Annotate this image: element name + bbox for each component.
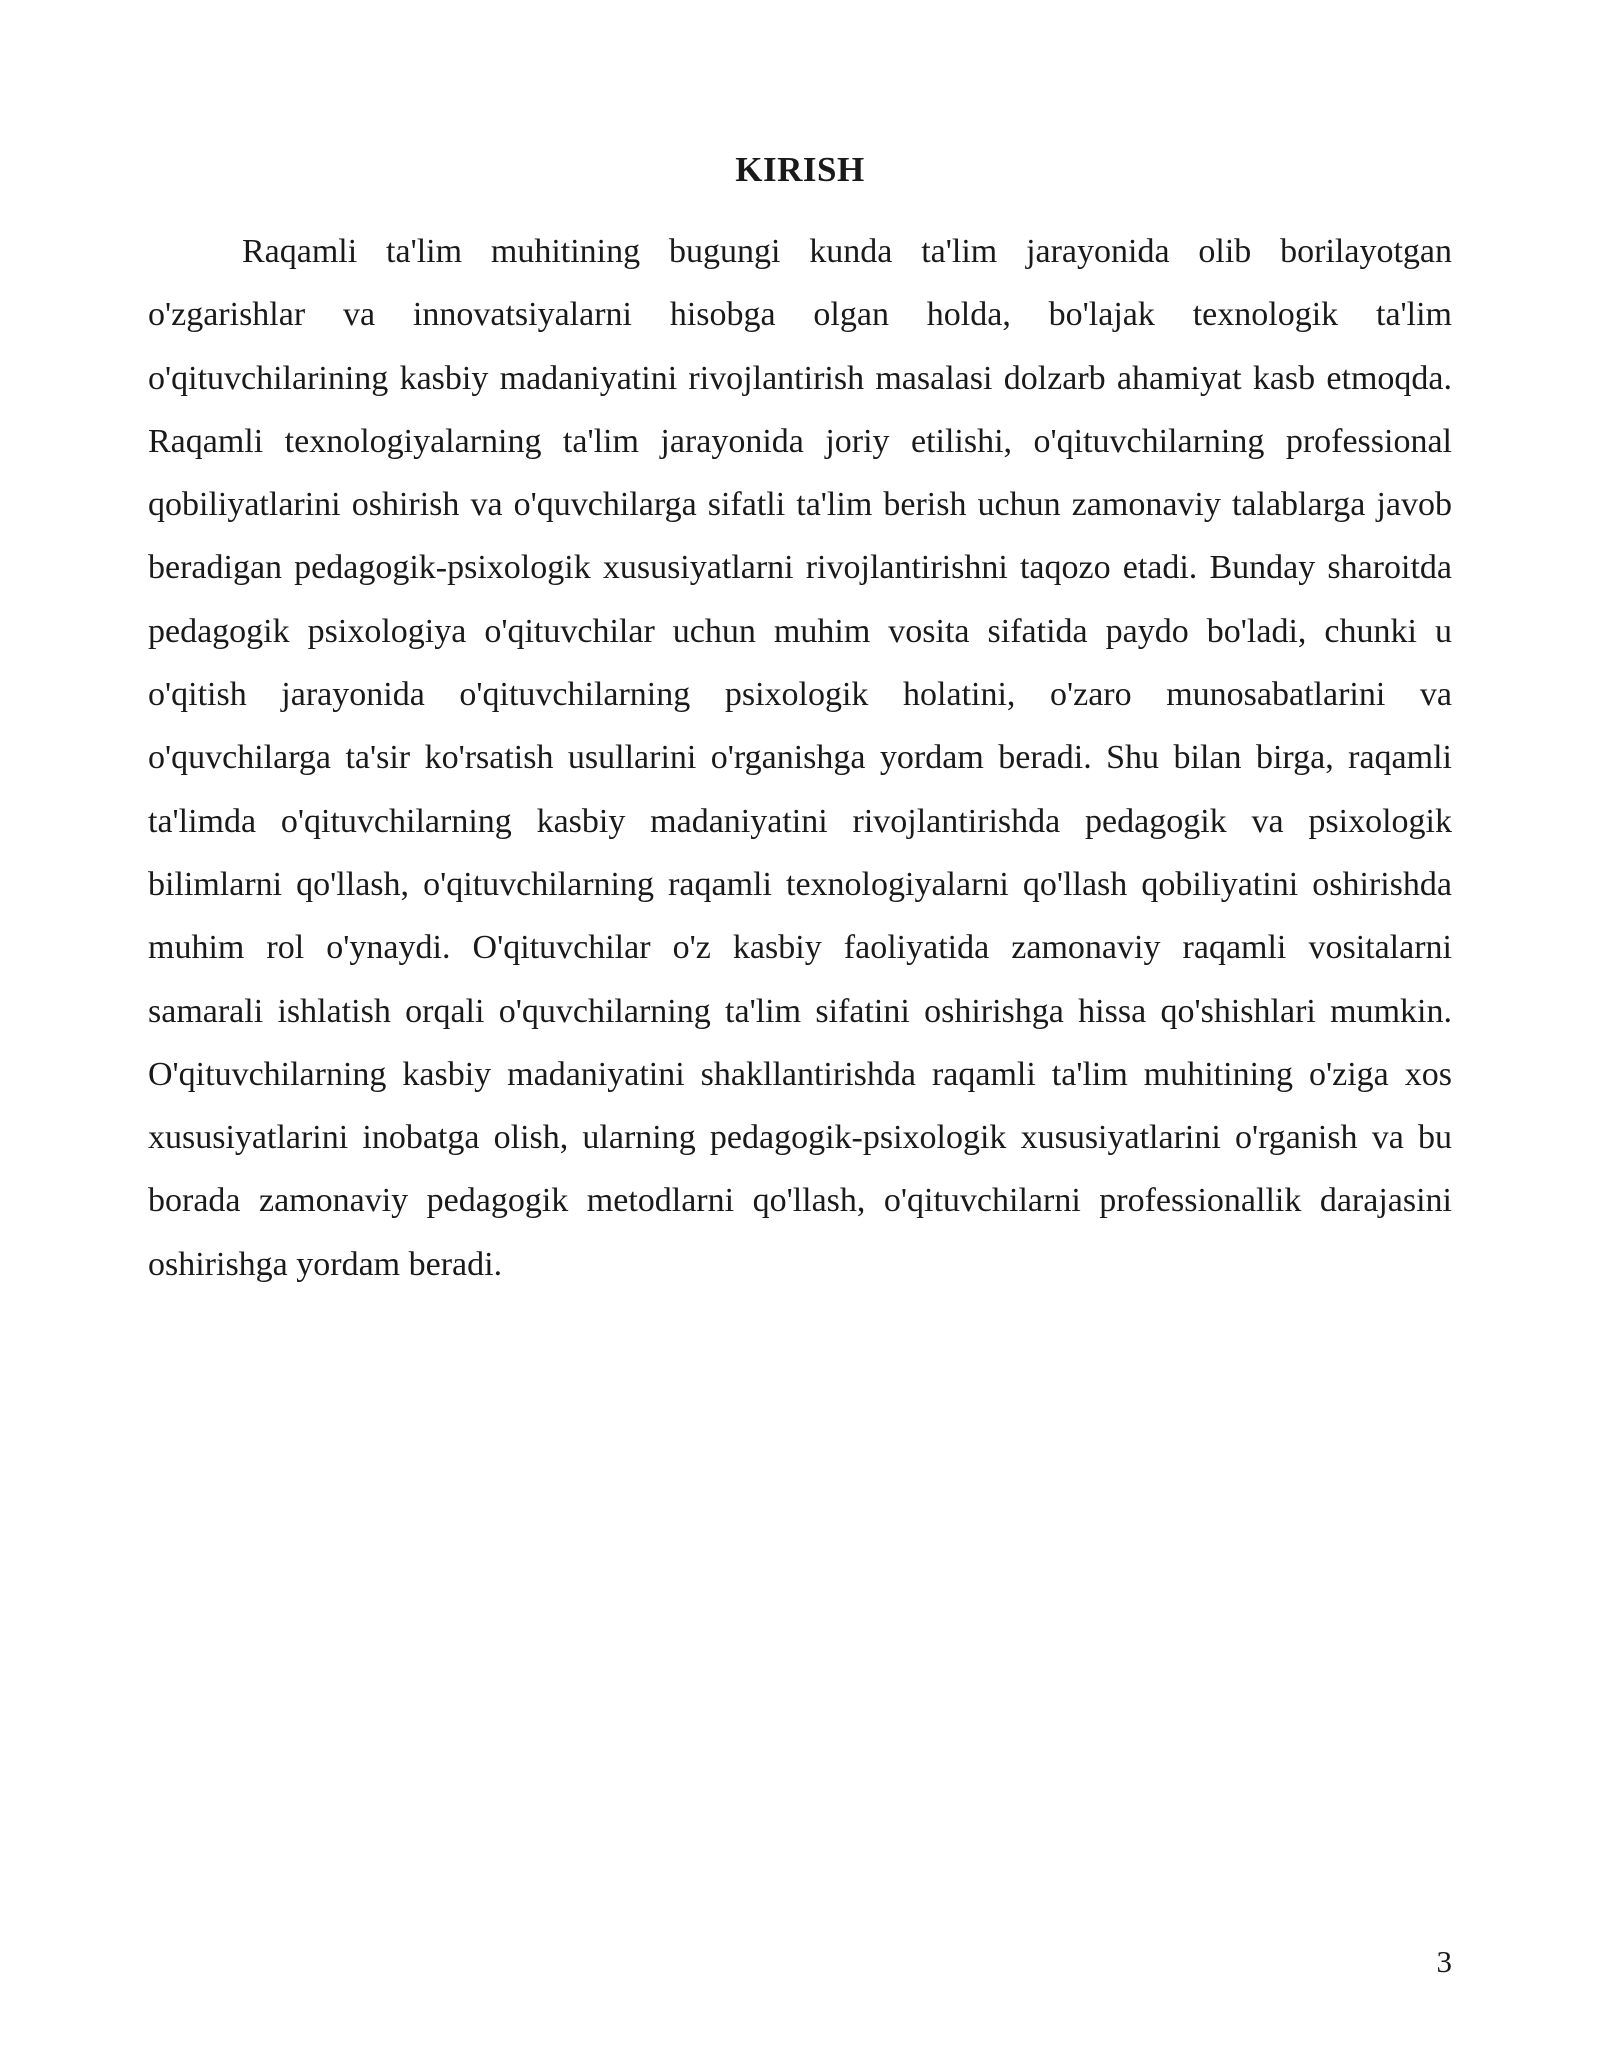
section-title: KIRISH (735, 150, 865, 189)
body-paragraph: Raqamli ta'lim muhitining bugungi kunda ta'lim jarayonida olib borilayotgan o'zgarishlar va innovatsiyalarni hisobga olgan holda, bo'lajak texnologik ta'lim o'qituvchilarining kasbiy madaniyatini rivojlantirish masalasi dolzarb ahamiyat kasb etmoqda. Raqamli texnologiyalarning ta'lim jarayonida joriy etilishi, o'qituvchilarning professional qobiliyatlarini oshirish va o'quvchilarga sifatli ta'lim berish uchun zamonaviy talablarga javob beradigan pedagogik-psixologik xususiyatlarni rivojlantirishni taqozo etadi. Bunday sharoitda pedagogik psixologiya o'qituvchilar uchun muhim vosita sifatida paydo bo'ladi, chunki u o'qitish jarayonida o'qituvchilarning psixologik holatini, o'zaro munosabatlarini va o'quvchilarga ta'sir ko'rsatish usullarini o'rganishga yordam beradi. Shu bilan birga, raqamli ta'limda o'qituvchilarning kasbiy madaniyatini rivojlantirishda pedagogik va psixologik bilimlarni qo'llash, o'qituvchilarning raqamli texnologiyalarni qo'llash qobiliyatini oshirishda muhim rol o'ynaydi. O'qituvchilar o'z kasbiy faoliyatida zamonaviy raqamli vositalarni samarali ishlatish orqali o'quvchilarning ta'lim sifatini oshirishga hissa qo'shishlari mumkin. O'qituvchilarning kasbiy madaniyatini shakllantirishda raqamli ta'lim muhitining o'ziga xos xususiyatlarini inobatga olish, ularning pedagogik-psixologik xususiyatlarini o'rganish va bu borada zamonaviy pedagogik metodlarni qo'llash, o'qituvchilarni professionallik darajasini oshirishga yordam beradi. (148, 233, 1452, 1283)
page-number: 3 (1436, 1944, 1452, 1979)
